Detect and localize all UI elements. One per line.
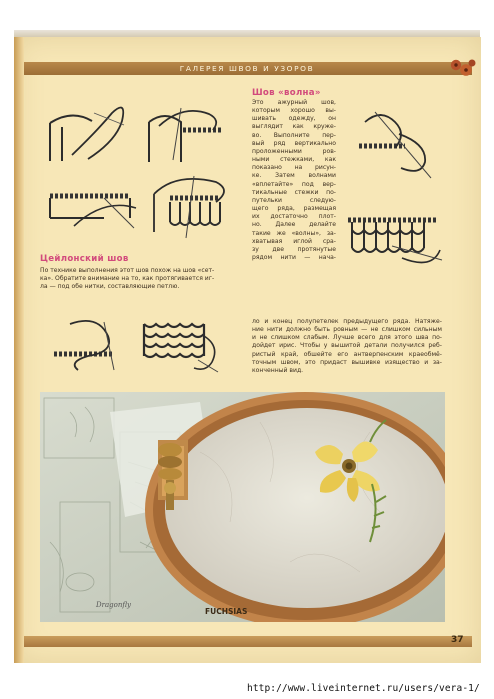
wave-stitch-diagram-step3 <box>44 178 139 236</box>
footer-band <box>24 636 472 647</box>
embroidery-hoop-photo <box>40 392 445 622</box>
page-spine-edge <box>14 37 24 663</box>
ceylon-stitch-description: По технике выполнения этот шов похож на шов «сет- ка». Обратите внимание на то, как протягивается иг- ла — под обе нитки, составляющие петлю. <box>40 267 215 291</box>
gallery-header-title: ГАЛЕРЕЯ ШВОВ И УЗОРОВ <box>179 64 315 73</box>
pattern-label: Dragonfly <box>96 601 131 609</box>
wave-stitch-diagram-step4 <box>146 172 236 242</box>
wave-stitch-heading: Шов «волна» <box>252 88 321 98</box>
button-ornament-icon <box>447 57 477 79</box>
wave-stitch-diagram-step2 <box>143 100 225 170</box>
wave-stitch-diagram-right-bottom <box>342 200 447 275</box>
hoop-screw-icon <box>158 440 188 510</box>
hoop-label: FUCHSIAS <box>205 607 248 616</box>
ceylon-stitch-heading: Цейлонский шов <box>40 254 129 264</box>
wave-stitch-description: Это ажурный шов, которым хорошо вы- шивать одежду, он выглядит как круже- во. Выполните пер- вый ряд вертикально проложенными ров- ными стежками, как показано на рисун- ке. Затем волнами «вплетайте» под вер- тикальные стежки по- путельки следую- щего ряда, размещая их достаточно плот- но. Далее делайте такие же «волны», за- хватывая иглой сра- зу две протянутые рядом нити — нача- <box>252 99 336 261</box>
wave-stitch-diagram-right-top <box>345 104 445 184</box>
ceylon-stitch-diagram-step2 <box>138 316 220 374</box>
wave-stitch-diagram-step1 <box>42 101 132 169</box>
wave-stitch-description-continued: ло и конец полупетелек предыдущего ряда. Натяже- ние нити должно быть ровным — не слишком сильным и не слишком слабым. Лучше всего для этого шва по- дойдет ирис. Чтобы у вышитой детали получился реб- ристый край, обшейте его антверпенским краеобмё- точным швом, это придаст вышивке изящество и за- конченный вид. <box>252 318 442 374</box>
page-number: 37 <box>451 635 464 645</box>
ceylon-stitch-diagram-step1 <box>48 312 128 374</box>
watermark-url: http://www.liveinternet.ru/users/vera-1/ <box>247 683 480 694</box>
